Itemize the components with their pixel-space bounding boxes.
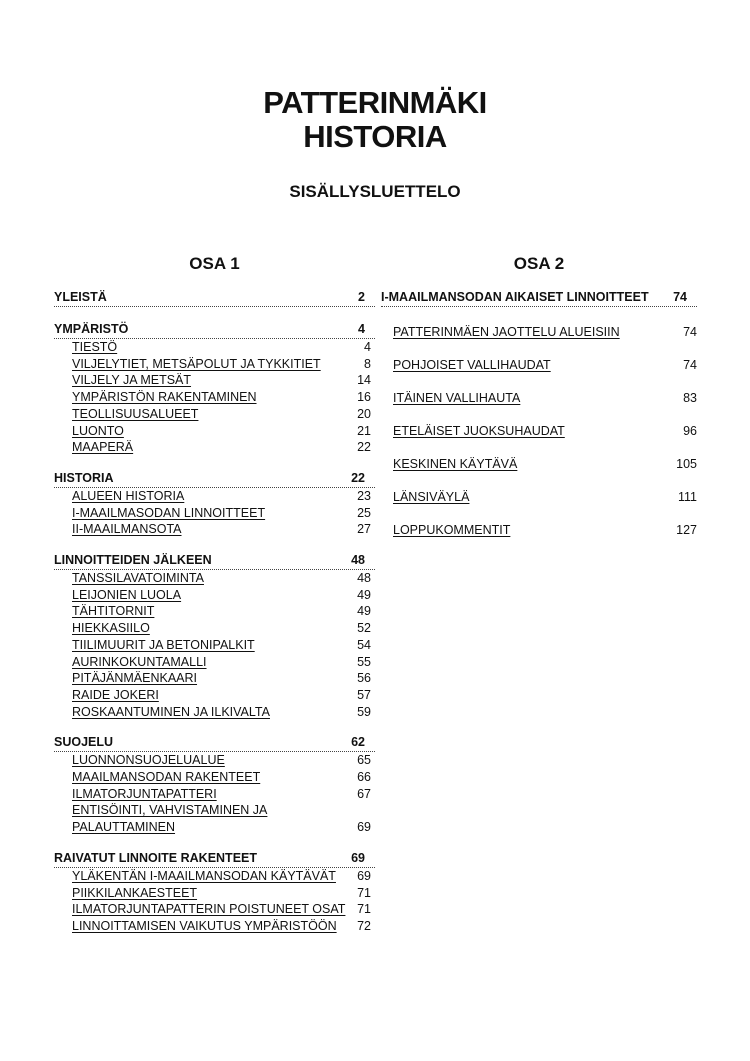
toc-entry[interactable] — [54, 752, 375, 769]
toc-entry[interactable] — [54, 654, 375, 671]
toc-entry[interactable] — [54, 389, 375, 406]
toc-entry-page: 20 — [357, 406, 371, 421]
toc-entry-page: 55 — [357, 654, 371, 669]
toc-entry-link[interactable]: MAAILMANSODAN RAKENTEET — [72, 770, 261, 785]
toc-entry-link[interactable]: TEOLLISUUSALUEET — [72, 406, 199, 421]
toc-entry-page: 96 — [683, 424, 697, 438]
toc-entry[interactable] — [54, 587, 375, 604]
toc-entry-link[interactable]: TIESTÖ — [72, 340, 118, 354]
toc-entry-page: 105 — [676, 457, 697, 471]
toc-entry-link[interactable]: AURINKOKUNTAMALLI — [72, 654, 207, 669]
section-title: RAIVATUT LINNOITE RAKENTEET — [54, 850, 258, 865]
toc-entry-link[interactable]: RAIDE JOKERI — [72, 687, 159, 702]
toc-section-heading[interactable] — [54, 289, 375, 307]
section-page-number: 69 — [351, 850, 365, 865]
title-line-2: HISTORIA — [303, 119, 447, 154]
toc-entry-page: 27 — [357, 522, 371, 537]
toc-entry-page: 48 — [357, 571, 371, 586]
section-title: YLEISTÄ — [54, 290, 107, 304]
osa1-heading: OSA 1 — [189, 254, 240, 273]
toc-entry-page: 74 — [683, 325, 697, 339]
osa2-column — [381, 289, 697, 552]
section-page-number: 48 — [351, 553, 365, 568]
toc-entry[interactable] — [54, 704, 375, 721]
section-title: SUOJELU — [54, 735, 114, 750]
toc-section — [54, 734, 375, 836]
toc-section — [381, 289, 697, 538]
toc-entry-link[interactable]: LINNOITTAMISEN VAIKUTUS YMPÄRISTÖÖN — [72, 918, 337, 933]
toc-section — [54, 289, 375, 307]
toc-entry-page: 66 — [357, 770, 371, 785]
toc-entry[interactable] — [54, 356, 375, 373]
toc-entry-link[interactable]: II-MAAILMANSOTA — [72, 522, 182, 537]
section-title: I-MAAILMANSODAN AIKAISET LINNOITTEET — [381, 290, 649, 304]
toc-entry[interactable] — [381, 522, 697, 538]
toc-entry-page: 25 — [357, 505, 371, 520]
toc-section — [54, 850, 375, 935]
toc-entry[interactable] — [381, 489, 697, 505]
toc-entry-link[interactable]: PIIKKILANKAESTEET — [72, 885, 198, 900]
toc-entry-page: 71 — [357, 885, 371, 900]
toc-entry-page: 59 — [357, 704, 371, 719]
toc-entry[interactable] — [54, 868, 375, 885]
toc-entry-link[interactable]: KESKINEN KÄYTÄVÄ — [393, 457, 518, 471]
section-page-number: 62 — [351, 735, 365, 750]
toc-entry-page: 14 — [357, 373, 371, 388]
toc-entry-link[interactable]: YMPÄRISTÖN RAKENTAMINEN — [72, 390, 257, 405]
section-page-number: 2 — [358, 290, 365, 304]
toc-entry[interactable] — [54, 802, 375, 835]
toc-entry-page: 49 — [357, 604, 371, 619]
toc-heading: SISÄLLYSLUETTELO — [289, 182, 461, 201]
toc-entry-link[interactable]: I-MAAILMASODAN LINNOITTEET — [72, 505, 266, 520]
section-title: HISTORIA — [54, 470, 114, 485]
toc-entry-page: 69 — [357, 868, 371, 883]
toc-entry-page: 72 — [357, 918, 371, 933]
toc-section — [54, 470, 375, 538]
title-line-1: PATTERINMÄKI — [263, 85, 487, 120]
toc-entry[interactable] — [381, 324, 697, 340]
toc-entry-link[interactable]: LUONTO — [72, 423, 124, 438]
toc-entry[interactable] — [54, 570, 375, 587]
toc-entry[interactable] — [381, 456, 697, 472]
toc-entry-link[interactable]: LEIJONIEN LUOLA — [72, 587, 182, 602]
toc-entry-link[interactable]: LOPPUKOMMENTIT — [393, 523, 511, 537]
toc-entry-link[interactable]: VILJELY JA METSÄT — [72, 373, 192, 388]
section-page-number: 74 — [673, 290, 687, 304]
toc-section — [54, 552, 375, 720]
toc-entry[interactable] — [54, 786, 375, 803]
toc-entry[interactable] — [54, 687, 375, 704]
toc-entry[interactable] — [381, 357, 697, 373]
toc-entry-link[interactable]: TIILIMUURIT JA BETONIPALKIT — [72, 637, 255, 652]
toc-entry-page: 49 — [357, 587, 371, 602]
toc-section-heading[interactable] — [54, 850, 375, 868]
toc-entry-link[interactable]: TÄHTITORNIT — [72, 604, 155, 619]
toc-entry[interactable] — [54, 637, 375, 654]
toc-entry[interactable] — [54, 439, 375, 456]
toc-entry-page: 111 — [677, 490, 697, 504]
toc-entry[interactable] — [54, 488, 375, 505]
toc-entry-page: 23 — [357, 488, 371, 503]
toc-section-heading[interactable] — [381, 289, 697, 307]
toc-entry-link[interactable]: VILJELYTIET, METSÄPOLUT JA TYKKITIET — [72, 356, 321, 371]
toc-entry[interactable] — [54, 901, 375, 918]
section-title: LINNOITTEIDEN JÄLKEEN — [54, 553, 212, 568]
toc-section-heading[interactable] — [54, 734, 375, 752]
toc-entry-page: 4 — [364, 340, 371, 354]
toc-entry[interactable] — [54, 885, 375, 902]
toc-entry-page: 16 — [357, 390, 371, 405]
toc-entry-page: 83 — [683, 391, 697, 405]
toc-entry-link[interactable]: ILMATORJUNTAPATTERI — [72, 786, 217, 801]
toc-entry[interactable] — [54, 521, 375, 538]
osa2-heading: OSA 2 — [513, 254, 565, 273]
toc-entry-page: 74 — [683, 358, 697, 372]
toc-section-heading[interactable] — [54, 552, 375, 570]
toc-entry-page: 127 — [676, 523, 697, 537]
toc-section-heading[interactable] — [54, 321, 375, 339]
toc-entry[interactable] — [54, 918, 375, 935]
toc-entry[interactable] — [54, 603, 375, 620]
toc-entry-page: 8 — [364, 356, 371, 371]
section-title: YMPÄRISTÖ — [54, 322, 129, 336]
toc-entry[interactable] — [54, 670, 375, 687]
toc-section — [54, 321, 375, 456]
toc-entry-link[interactable]: ALUEEN HISTORIA — [72, 488, 185, 503]
toc-entry-link[interactable]: POHJOISET VALLIHAUDAT — [393, 358, 551, 372]
toc-entry-link[interactable]: ETELÄISET JUOKSUHAUDAT — [393, 424, 565, 438]
page-title — [0, 86, 750, 154]
toc-entry[interactable] — [54, 423, 375, 440]
toc-entry[interactable] — [54, 406, 375, 423]
toc-entry-link[interactable]: ROSKAANTUMINEN JA ILKIVALTA — [72, 704, 270, 719]
toc-entry-link[interactable]: PATTERINMÄEN JAOTTELU ALUEISIIN — [393, 325, 620, 339]
toc-entry-link[interactable]: ITÄINEN VALLIHAUTA — [393, 391, 521, 405]
toc-entry-page: 52 — [357, 621, 371, 636]
toc-entry[interactable] — [381, 423, 697, 439]
toc-entry-page: 54 — [357, 637, 371, 652]
toc-entry-page: 57 — [357, 687, 371, 702]
toc-entry-page: 22 — [357, 440, 371, 455]
toc-entry-link[interactable]: MAAPERÄ — [72, 440, 134, 455]
toc-entry[interactable] — [54, 372, 375, 389]
toc-entry[interactable] — [54, 339, 375, 356]
toc-entry-link[interactable]: YLÄKENTÄN I-MAAILMANSODAN KÄYTÄVÄT — [72, 868, 336, 883]
toc-entry[interactable] — [54, 769, 375, 786]
toc-entry-link[interactable]: HIEKKASIILO — [72, 621, 150, 636]
toc-entry-page: 21 — [357, 423, 371, 438]
toc-entry-link[interactable]: ENTISÖINTI, VAHVISTAMINEN JA PALAUTTAMINEN — [72, 803, 268, 835]
toc-entry-link[interactable]: ILMATORJUNTAPATTERIN POISTUNEET OSAT — [72, 902, 346, 917]
toc-entry-page: 67 — [357, 786, 371, 801]
toc-entry[interactable] — [54, 620, 375, 637]
toc-entry-page: 65 — [357, 753, 371, 768]
section-page-number: 4 — [358, 322, 365, 336]
toc-section-heading[interactable] — [54, 470, 375, 488]
toc-entry[interactable] — [54, 505, 375, 522]
toc-entry-link[interactable]: TANSSILAVATOIMINTA — [72, 571, 204, 586]
toc-entry-page: 69 — [357, 820, 371, 835]
section-page-number: 22 — [351, 470, 365, 485]
toc-entry-link[interactable]: PITÄJÄNMÄENKAARI — [72, 671, 198, 686]
toc-entry-page: 71 — [357, 902, 371, 917]
toc-entry-page: 56 — [357, 671, 371, 686]
toc-entry-link[interactable]: LUONNONSUOJELUALUE — [72, 753, 225, 768]
toc-entry[interactable] — [381, 390, 697, 406]
osa1-column — [54, 289, 375, 949]
toc-entry-link[interactable]: LÄNSIVÄYLÄ — [393, 490, 470, 504]
